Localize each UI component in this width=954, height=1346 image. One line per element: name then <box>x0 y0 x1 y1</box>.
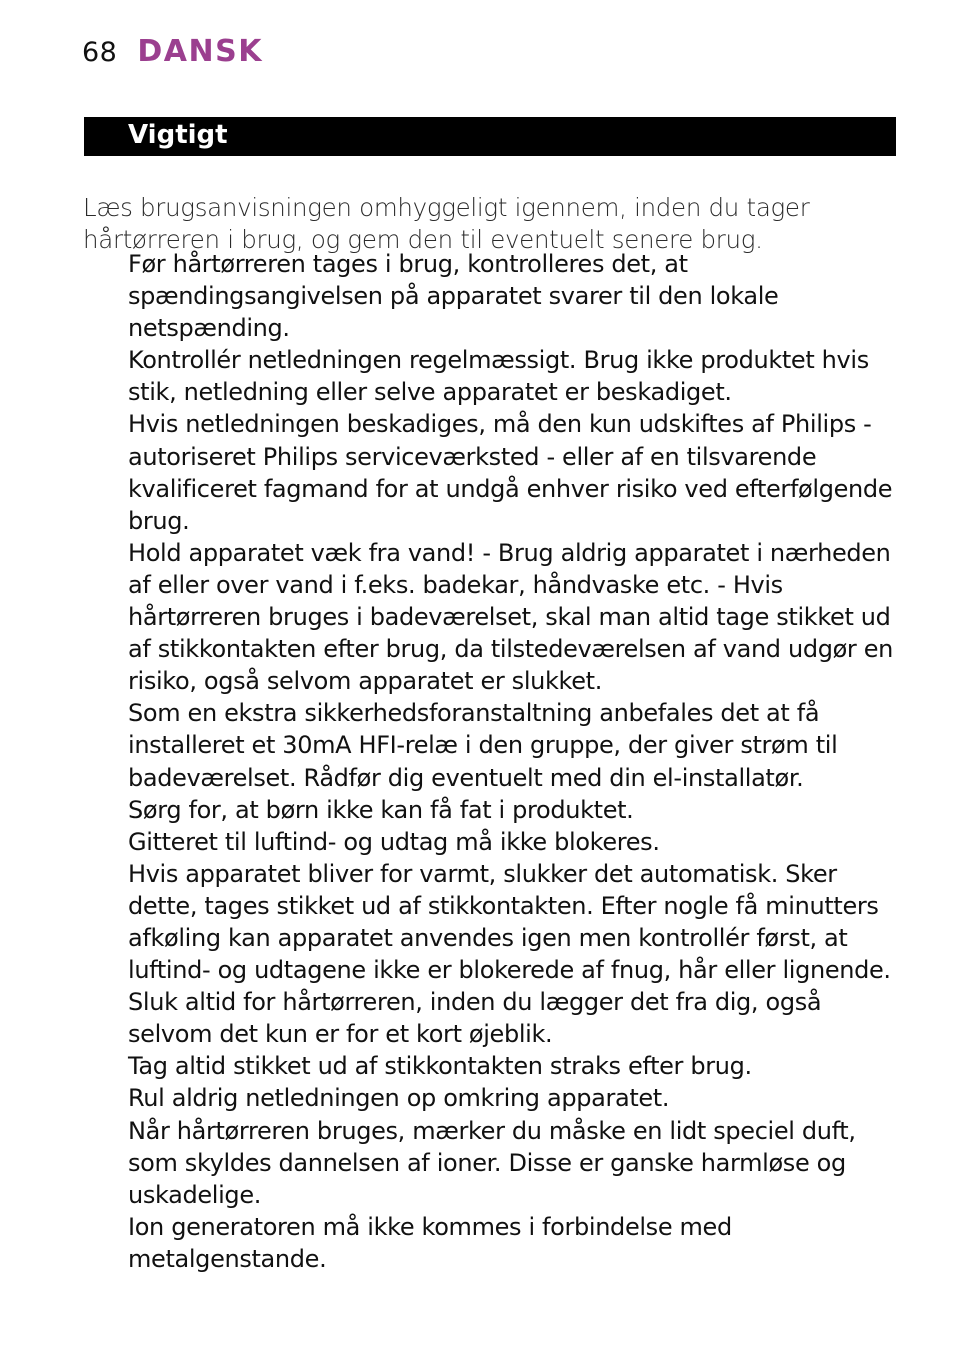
list-item: Hold apparatet væk fra vand! - Brug aldrig apparatet i nærheden af eller over vand i f.eks. badekar, håndvaske etc. - Hvis hårtørreren bruges i badeværelset, skal man altid tage stikket ud af stikkontakten efter brug, da tilstedeværelsen af vand udgør en risiko, også selvom apparatet er slukket. <box>128 538 894 696</box>
section-title: Vigtigt <box>128 120 228 150</box>
intro-paragraph: Læs brugsanvisningen omhyggeligt igennem, inden du tager hårtørreren i brug, og gem den til eventuelt senere brug. <box>83 192 810 254</box>
list-item: Sørg for, at børn ikke kan få fat i produktet. <box>128 795 634 824</box>
list-item: Hvis netledningen beskadiges, må den kun udskiftes af Philips - autoriseret Philips serviceværksted - eller af en tilsvarende kvalificeret fagmand for at undgå enhver risiko ved efterfølgende brug. <box>128 410 893 535</box>
list-item: Hvis apparatet bliver for varmt, slukker det automatisk. Sker dette, tages stikket ud af stikkontakten. Efter nogle få minutters afkøling kan apparatet anvendes igen men kontrollér først, at luftind- og udtagene ikke er blokerede af fnug, hår eller lignende. <box>128 859 891 985</box>
language-heading: DANSK <box>137 34 263 69</box>
list-item: Sluk altid for hårtørreren, inden du lægger det fra dig, også selvom det kun er for et kort øjeblik. <box>128 988 822 1049</box>
list-item: Rul aldrig netledningen op omkring apparatet. <box>128 1084 670 1113</box>
list-item: Gitteret til luftind- og udtag må ikke blokeres. <box>128 827 660 856</box>
list-item: Kontrollér netledningen regelmæssigt. Brug ikke produktet hvis stik, netledning eller selve apparatet er beskadiget. <box>128 346 869 407</box>
list-item: Før hårtørreren tages i brug, kontrolleres det, at spændingsangivelsen på apparatet svarer til den lokale netspænding. <box>128 250 779 343</box>
list-item: Når hårtørreren bruges, mærker du måske en lidt speciel duft, som skyldes dannelsen af ioner. Disse er ganske harmløse og uskadelige. <box>128 1116 856 1209</box>
list-item: Ion generatoren må ikke kommes i forbindelse med metalgenstande. <box>128 1212 732 1273</box>
safety-instructions-list <box>128 248 898 1275</box>
section-heading-bar <box>84 117 896 156</box>
page-header <box>82 34 263 74</box>
list-item: Som en ekstra sikkerhedsforanstaltning anbefales det at få installeret et 30mA HFI-relæ i den gruppe, der giver strøm til badeværelset. Rådfør dig eventuelt med din el-installatør. <box>128 699 838 792</box>
page-number: 68 <box>82 37 118 68</box>
list-item: Tag altid stikket ud af stikkontakten straks efter brug. <box>128 1052 752 1081</box>
